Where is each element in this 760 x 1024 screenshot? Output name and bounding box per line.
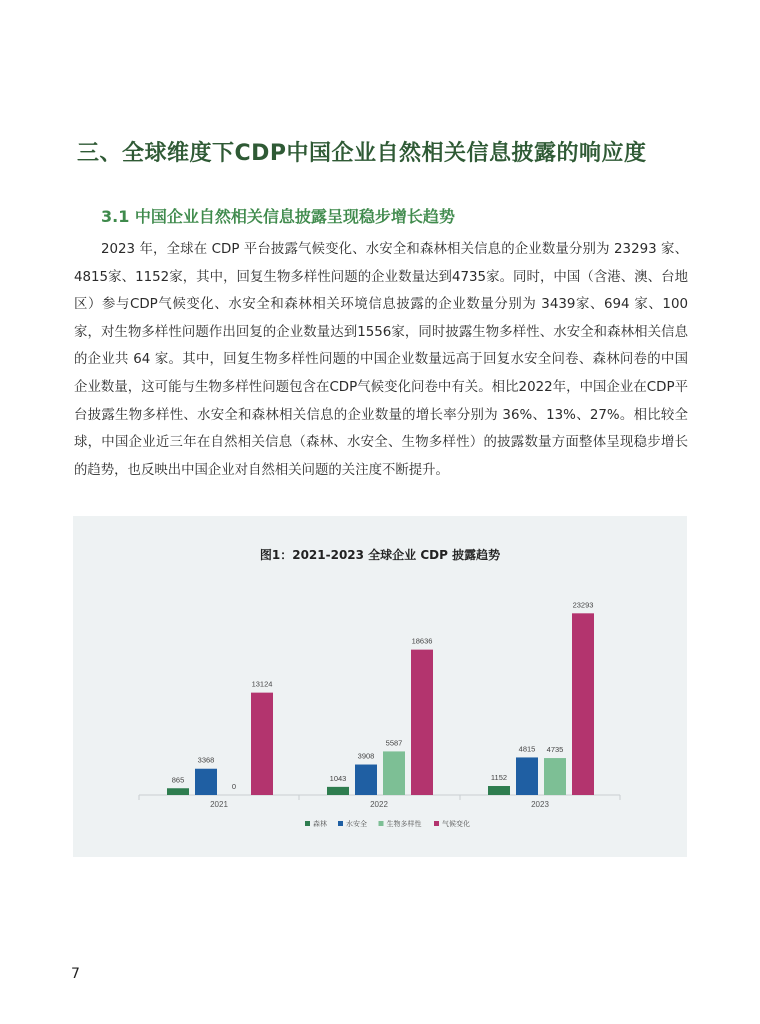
section-title: 三、全球维度下CDP中国企业自然相关信息披露的响应度 <box>77 141 647 166</box>
legend-swatch-森林 <box>305 821 310 826</box>
bar-chart <box>73 516 687 857</box>
bar-2021-气候变化 <box>251 693 273 795</box>
data-label: 4735 <box>546 745 564 755</box>
bar-2021-水安全 <box>195 769 217 795</box>
data-label: 4815 <box>518 744 536 754</box>
data-label: 23293 <box>572 600 594 610</box>
subsection-title: 3.1 中国企业自然相关信息披露呈现稳步增长趋势 <box>101 207 455 226</box>
bar-2022-生物多样性 <box>383 751 405 795</box>
legend-swatch-气候变化 <box>434 821 439 826</box>
x-tick-label: 2022 <box>370 800 388 809</box>
data-label: 18636 <box>411 636 433 646</box>
legend-label: 水安全 <box>346 820 367 828</box>
data-label: 1152 <box>490 773 508 783</box>
bar-2022-森林 <box>327 787 349 795</box>
bar-2021-森林 <box>167 788 189 795</box>
data-label: 1043 <box>329 773 347 783</box>
legend-swatch-生物多样性 <box>379 821 384 826</box>
data-label: 5587 <box>385 738 403 748</box>
bar-2023-生物多样性 <box>544 758 566 795</box>
legend-label: 森林 <box>313 820 327 828</box>
data-label: 3368 <box>197 755 215 765</box>
bar-2023-水安全 <box>516 757 538 795</box>
legend-swatch-水安全 <box>338 821 343 826</box>
data-label: 0 <box>231 782 237 791</box>
legend-label: 气候变化 <box>442 820 470 828</box>
page-number: 7 <box>71 966 80 982</box>
x-tick-label: 2021 <box>210 800 228 809</box>
data-label: 13124 <box>251 679 273 689</box>
chart-title: 图1：2021-2023 全球企业 CDP 披露趋势 <box>259 548 501 562</box>
bar-2022-水安全 <box>355 765 377 795</box>
legend-label: 生物多样性 <box>386 820 422 828</box>
data-label: 865 <box>171 775 185 785</box>
body-paragraph: 2023 年，全球在 CDP 平台披露气候变化、水安全和森林相关信息的企业数量分别为 23293 家、4815家、1152家，其中，回复生物多样性问题的企业数量达到4735家。同时，中国（含港、澳、台地区）参与CDP气候变化、水安全和森林相关环境信息披露的企业数量分别为 3439家、694 家、100家，对生物多样性问题作出回复的企业数量达到1556家，同时披露生物多样性、水安全和森林相关信息的企业共 64 家。其中，回复生物多样性问题的中国企业数量远高于回复水安全问卷、森林问卷的中国企业数量，这可能与生物多样性问题包含在CDP气候变化问卷中有关。相比2022年，中国企业在CDP平台披露生物多样性、水安全和森林相关信息的企业数量的增长率分别为 36%、13%、27%。相比较全球，中国企业近三年在自然相关信息（森林、水安全、生物多样性）的披露数量方面整体呈现稳步增长的趋势，也反映出中国企业对自然相关问题的关注度不断提升。 <box>74 242 688 478</box>
bar-2023-气候变化 <box>572 613 594 795</box>
bar-2022-气候变化 <box>411 650 433 795</box>
x-tick-label: 2023 <box>531 800 549 809</box>
bar-2023-森林 <box>488 786 510 795</box>
data-label: 3908 <box>357 751 375 761</box>
figure-chart <box>73 516 687 857</box>
